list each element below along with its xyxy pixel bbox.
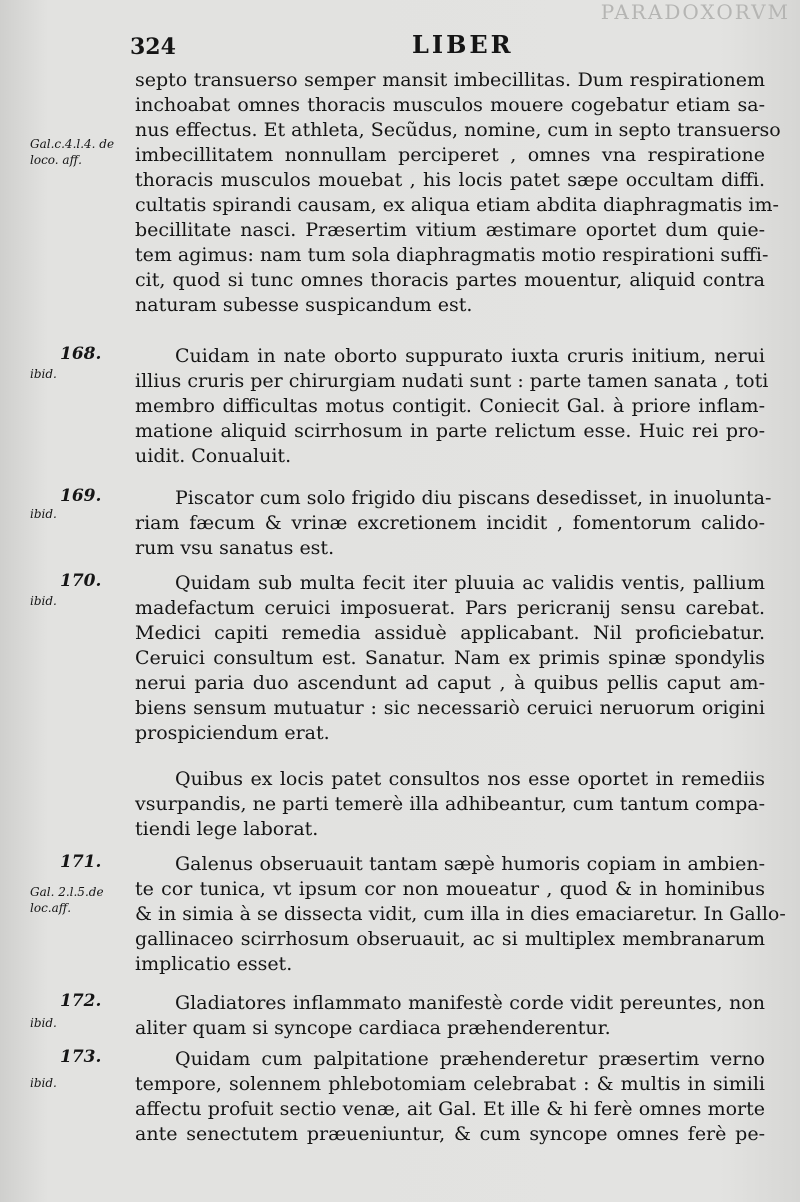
text-line: biens sensum mutuatur : sic necessariò ceruici neruorum origini [135, 697, 765, 719]
text-line: becillitate nasci. Præsertim vitium æstimare oportet dum quie- [135, 219, 765, 241]
text-line: nerui paria duo ascendunt ad caput , à quibus pellis caput am- [135, 672, 765, 694]
margin-reference: ibid. [30, 1076, 57, 1090]
text-line: nus effectus. Et athleta, Secũdus, nomine, cum in septo transuerso [135, 119, 781, 141]
text-line: uidit. Conualuit. [135, 445, 292, 467]
text-line: Ceruici consultum est. Sanatur. Nam ex primis spinæ spondylis [135, 647, 765, 669]
text-line: Quibus ex locis patet consultos nos esse oportet in remediis [175, 768, 765, 790]
margin-reference: Gal.c.4.l.4. de loco. aff. [30, 137, 115, 167]
page-number: 324 [130, 34, 176, 60]
text-line: naturam subesse suspicandum est. [135, 294, 473, 316]
text-line: Medici capiti remedia assiduè applicabant. Nil proficiebatur. [135, 622, 765, 644]
text-line: riam fæcum & vrinæ excretionem incidit , fomentorum calido- [135, 512, 765, 534]
text-line: Quidam sub multa fecit iter pluuia ac validis ventis, pallium [175, 572, 765, 594]
text-line: aliter quam si syncope cardiaca præhenderentur. [135, 1017, 611, 1039]
text-line: Cuidam in nate oborto suppurato iuxta cruris initium, nerui [175, 345, 765, 367]
text-line: te cor tunica, vt ipsum cor non moueatur , quod & in hominibus [135, 878, 765, 900]
entry-number: 172. [60, 991, 102, 1011]
margin-reference: ibid. [30, 507, 57, 521]
text-line: illius cruris per chirurgiam nudati sunt : parte tamen sanata , toti [135, 370, 769, 392]
text-line: tiendi lege laborat. [135, 818, 319, 840]
text-line: septo transuerso semper mansit imbecillitas. Dum respirationem [135, 69, 765, 91]
text-line: cultatis spirandi causam, ex aliqua etiam abdita diaphragmatis im- [135, 194, 779, 216]
margin-reference: Gal. 2.l.5.de loc.aff. [30, 885, 104, 915]
text-line: ante senectutem præueniuntur, & cum syncope omnes ferè pe- [135, 1123, 765, 1145]
text-line: madefactum ceruici imposuerat. Pars pericranij sensu carebat. [135, 597, 765, 619]
margin-reference: ibid. [30, 367, 57, 381]
text-line: gallinaceo scirrhosum obseruauit, ac si multiplex membranarum [135, 928, 765, 950]
text-line: Gladiatores inflammato manifestè corde vidit pereuntes, non [175, 992, 765, 1014]
bleed-through-text: PARADOXORVM [600, 0, 790, 24]
text-line: membro difficultas motus contigit. Coniecit Gal. à priore inflam- [135, 395, 765, 417]
entry-number: 169. [60, 486, 102, 506]
text-line: thoracis musculos mouebat , his locis patet sæpe occultam diffi. [135, 169, 765, 191]
entry-number: 170. [60, 571, 102, 591]
text-line: vsurpandis, ne parti temerè illa adhibeantur, cum tantum compa- [135, 793, 765, 815]
text-line: Galenus obseruauit tantam sæpè humoris copiam in ambien- [175, 853, 765, 875]
text-line: implicatio esset. [135, 953, 293, 975]
text-line: matione aliquid scirrhosum in parte relictum esse. Huic rei pro- [135, 420, 765, 442]
text-line: cit, quod si tunc omnes thoracis partes mouentur, aliquid contra [135, 269, 765, 291]
text-line: inchoabat omnes thoracis musculos mouere cogebatur etiam sa- [135, 94, 765, 116]
entry-number: 173. [60, 1047, 102, 1067]
entry-number: 168. [60, 344, 102, 364]
margin-reference: ibid. [30, 1016, 57, 1030]
running-title: LIBER [412, 30, 514, 59]
text-line: tempore, solennem phlebotomiam celebrabat : & multis in simili [135, 1073, 765, 1095]
text-line: prospiciendum erat. [135, 722, 330, 744]
text-line: imbecillitatem nonnullam perciperet , omnes vna respiratione [135, 144, 765, 166]
text-line: rum vsu sanatus est. [135, 537, 335, 559]
text-line: Quidam cum palpitatione præhenderetur præsertim verno [175, 1048, 765, 1070]
entry-number: 171. [60, 852, 102, 872]
page-header [0, 22, 800, 62]
text-line: tem agimus: nam tum sola diaphragmatis motio respirationi suffi- [135, 244, 769, 266]
text-line: affectu profuit sectio venæ, ait Gal. Et ille & hi ferè omnes morte [135, 1098, 765, 1120]
margin-reference: ibid. [30, 594, 57, 608]
text-line: Piscator cum solo frigido diu piscans desedisset, in inuolunta- [175, 487, 772, 509]
text-line: & in simia à se dissecta vidit, cum illa in dies emaciaretur. In Gallo- [135, 903, 786, 925]
